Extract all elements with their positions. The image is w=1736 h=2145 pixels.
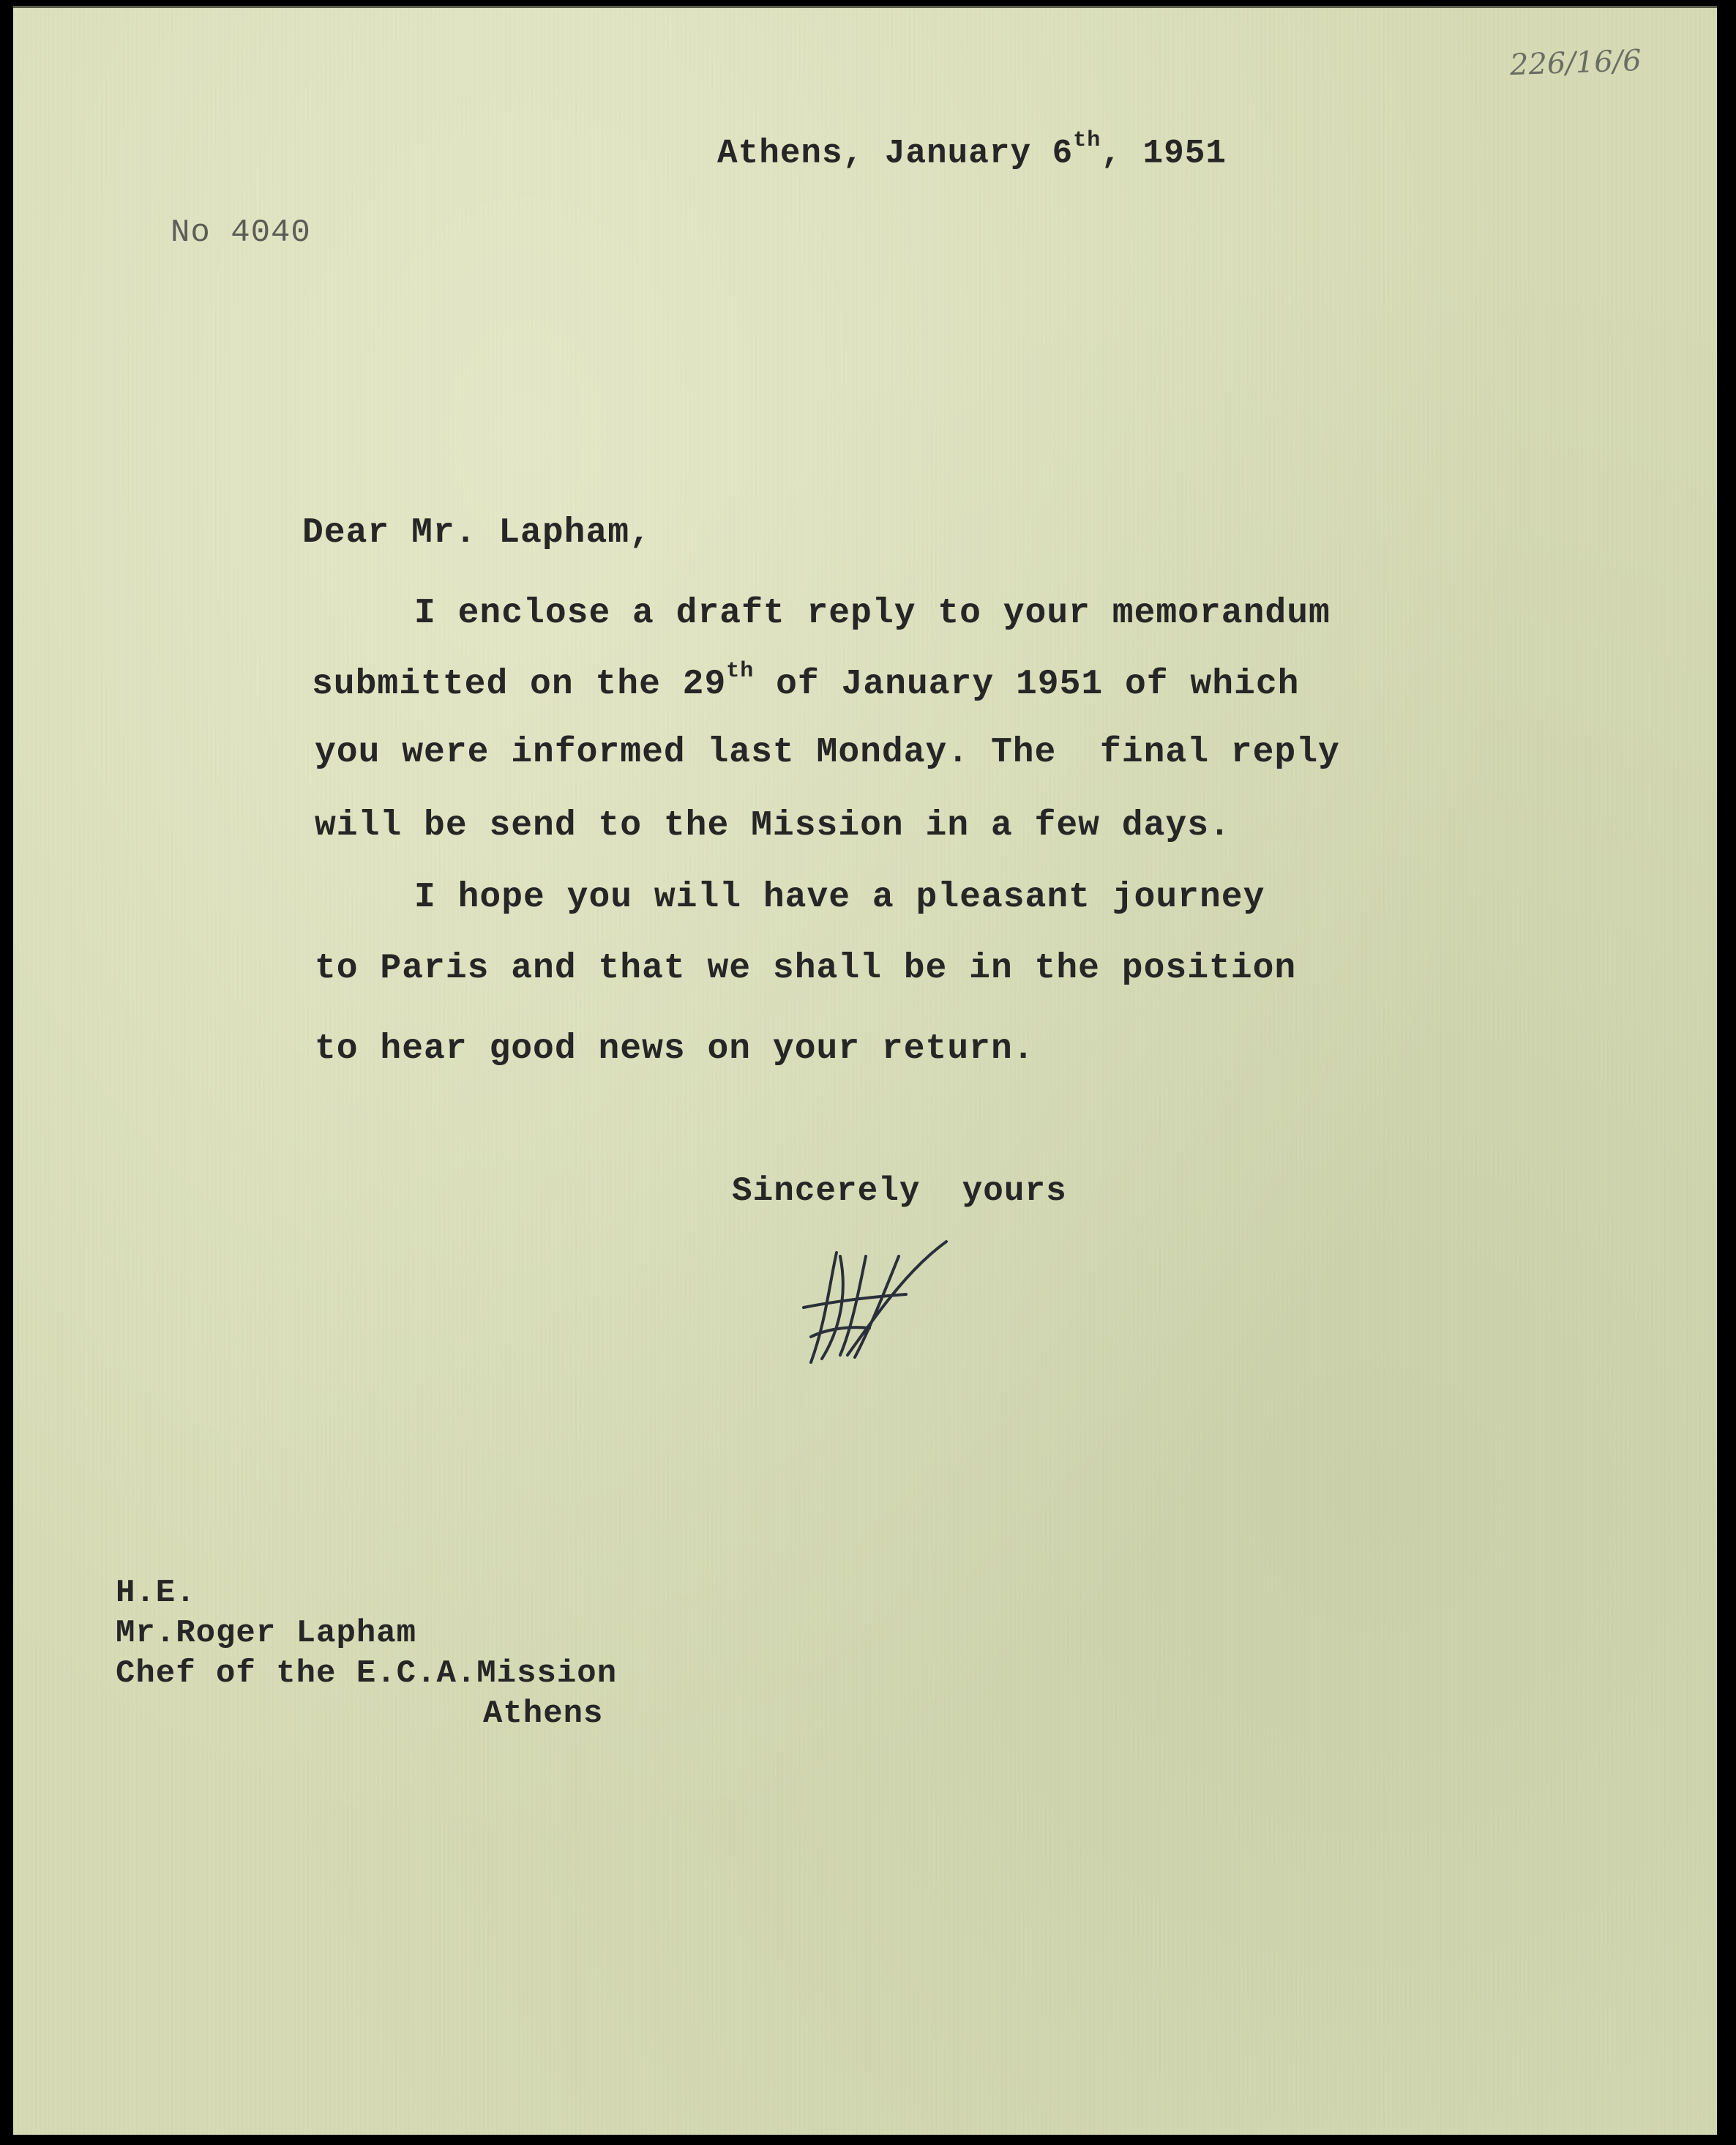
closing: Sincerely yours <box>732 1172 1067 1210</box>
body-p1-line2-end: of January 1951 of which <box>754 665 1300 704</box>
body-p2-line1: I hope you will have a pleasant journey <box>414 878 1265 917</box>
body-p1-line1: I enclose a draft reply to your memorandum <box>414 594 1331 633</box>
body-p1-line2-ordinal: th <box>726 659 755 684</box>
signature <box>796 1227 957 1373</box>
address-line-4: Athens <box>483 1696 604 1732</box>
date-ordinal: th <box>1073 128 1101 153</box>
address-line-2: Mr.Roger Lapham <box>116 1615 417 1652</box>
body-p1-line2-start: submitted on the 29 <box>312 665 727 704</box>
letter-page <box>13 6 1717 2135</box>
date-year: , 1951 <box>1101 134 1227 173</box>
body-p1-line4: will be send to the Mission in a few days. <box>315 806 1231 846</box>
address-line-3: Chef of the E.C.A.Mission <box>116 1655 618 1692</box>
letter-date <box>717 128 1227 173</box>
body-p1-line3: you were informed last Monday. The final reply <box>315 733 1340 772</box>
body-p1-line2 <box>312 659 1300 704</box>
body-p2-line2: to Paris and that we shall be in the position <box>315 949 1297 988</box>
date-place: Athens, <box>717 134 864 173</box>
date-month-day: January 6 <box>884 134 1074 173</box>
address-line-1: H.E. <box>116 1575 196 1611</box>
letter-number: No 4040 <box>171 214 311 251</box>
archive-reference: 226/16/6 <box>1509 43 1642 83</box>
salutation: Dear Mr. Lapham, <box>302 513 651 553</box>
body-p2-line3: to hear good news on your return. <box>315 1029 1035 1069</box>
